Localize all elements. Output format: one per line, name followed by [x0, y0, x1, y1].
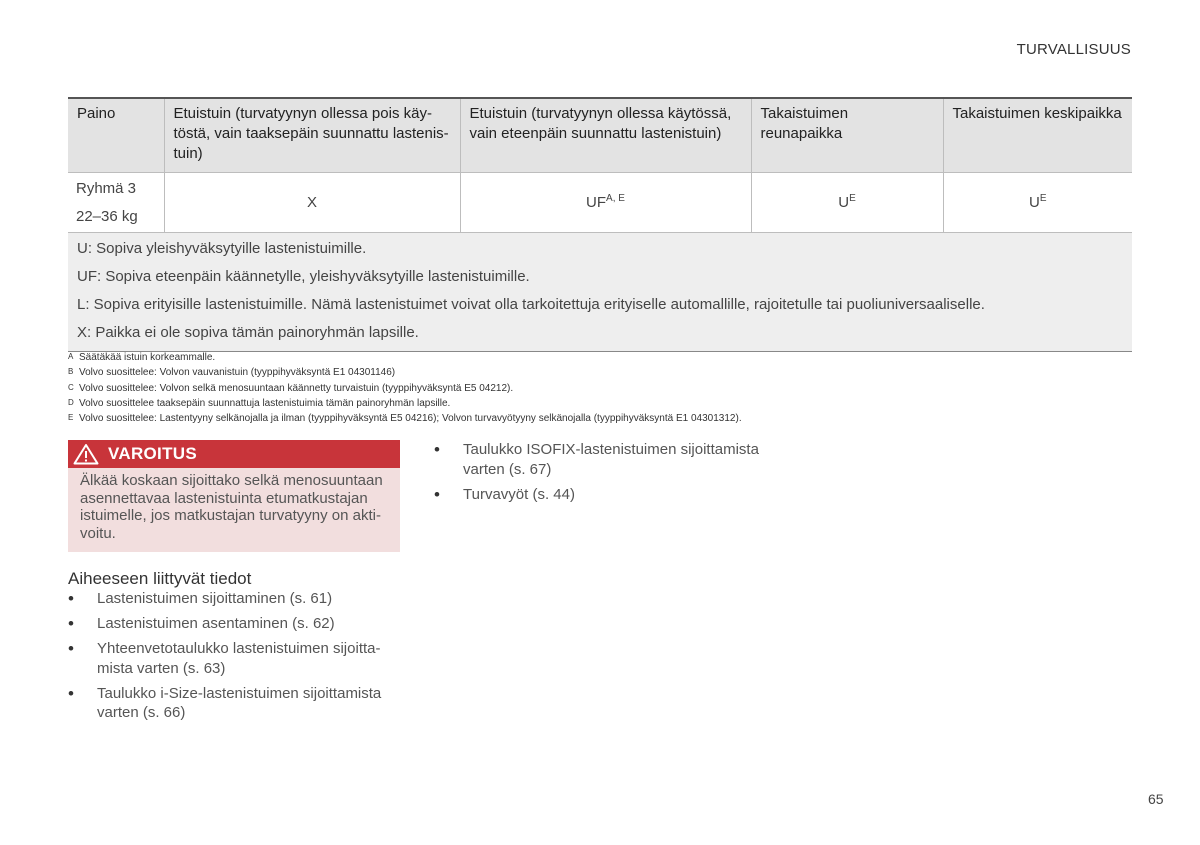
footnote-text: Volvo suosittelee: Lastentyyny selkänojalla ja ilman (tyyppihyväksyntä E5 04216); Volvon turvavyötyyny selkänojalla (tyyppihyväksyntä E1 04301312). — [79, 413, 742, 425]
weight-group-cell — [68, 173, 164, 233]
legend-u: U: Sopiva yleishyväksytyille lastenistuimille. — [77, 240, 367, 257]
footnote-mark: D — [68, 397, 74, 407]
warning-line: asennettavaa lastenistuinta etumatkustajan — [80, 489, 368, 507]
header-rear-center-seat: Takaistuimen keskipaikka — [943, 98, 1132, 173]
warning-triangle-icon — [73, 443, 99, 465]
warning-line: voitu. — [80, 524, 116, 542]
footnote-text: Volvo suosittelee: Volvon vauvanistuin (tyyppihyväksyntä E1 04301146) — [79, 367, 396, 379]
section-title: TURVALLISUUS — [1016, 41, 1131, 58]
footnote-ref: E — [1039, 193, 1047, 204]
warning-title: VAROITUS — [108, 444, 197, 463]
header-front-off-line-2: töstä, vain taaksepäin suunnattu lastenis- — [173, 125, 449, 142]
related-link-isize-table[interactable] — [68, 684, 398, 723]
header-front-off-line-1: Etuistuin (turvatyynyn ollessa pois käy- — [173, 105, 432, 122]
child-seat-placement-table — [68, 97, 1132, 352]
header-front-on-line-2: vain eteenpäin suunnattu lastenistuin) — [469, 125, 722, 142]
legend-uf: UF: Sopiva eteenpäin käännetylle, yleishyväksytyille lastenistuimille. — [77, 268, 530, 285]
link-line: Taulukko ISOFIX-lastenistuimen sijoittamista — [463, 441, 759, 458]
value-front-airbag-off: X — [306, 194, 317, 211]
link-line: Yhteenvetotaulukko lastenistuimen sijoitta- — [97, 640, 381, 657]
footnote-b — [68, 365, 742, 380]
related-info-list-continued — [434, 440, 774, 510]
value-rear-center: U — [1028, 194, 1040, 211]
header-front-on-line-1: Etuistuin (turvatyynyn ollessa käytössä, — [469, 105, 732, 122]
legend-row — [68, 233, 1132, 352]
footnote-ref: A, E — [606, 193, 625, 204]
related-link-seatbelts[interactable]: • Turvavyöt (s. 44) — [434, 485, 774, 505]
header-front-off-line-3: tuin) — [173, 145, 203, 162]
related-info-title: Aiheeseen liittyvät tiedot — [68, 569, 252, 588]
footnote-e — [68, 411, 742, 426]
legend-x: X: Paikka ei ole sopiva tämän painoryhmän lapsille. — [77, 324, 419, 341]
cell-front-airbag-on — [460, 173, 751, 233]
page-number: 65 — [1148, 791, 1164, 807]
header-front-seat-airbag-on — [460, 98, 751, 173]
group-weight: 22–36 kg — [76, 207, 138, 225]
footnotes — [68, 350, 742, 426]
link-line: Taulukko i-Size-lastenistuimen sijoittamista — [97, 684, 382, 702]
related-link-summary-table[interactable] — [68, 639, 398, 678]
cell-rear-outer — [751, 173, 943, 233]
warning-box — [68, 440, 400, 552]
related-link-child-seat-installation[interactable]: • Lastenistuimen asentaminen (s. 62) — [68, 614, 398, 634]
related-link-isofix-table[interactable] — [434, 440, 774, 479]
link-line: varten (s. 66) — [97, 704, 186, 721]
header-weight: Paino — [68, 98, 164, 173]
legend-l: L: Sopiva erityisille lastenistuimille. Nämä lastenistuimet voivat olla tarkoitettuja erityiselle automallille, rajoitetulle tai puoliuniversaaliselle. — [77, 296, 985, 313]
warning-line: Älkää koskaan sijoittako selkä menosuuntaan — [80, 472, 383, 489]
footnote-mark: B — [68, 367, 74, 377]
header-rear-outer-seat: Takaistuimen reunapaikka — [751, 98, 943, 173]
footnote-mark: E — [68, 413, 74, 423]
footnote-c — [68, 381, 742, 396]
warning-line: istuimelle, jos matkustajan turvatyyny on akti- — [80, 507, 381, 524]
cell-front-airbag-off — [164, 173, 460, 233]
link-line: mista varten (s. 63) — [97, 659, 226, 677]
related-info-list — [68, 589, 398, 728]
footnote-ref: E — [849, 193, 856, 204]
header-front-seat-airbag-off — [164, 98, 460, 173]
table-header-row — [68, 98, 1132, 173]
footnote-text: Volvo suosittelee taaksepäin suunnattuja lastenistuimia tämän painoryhmän lapsille. — [79, 397, 451, 409]
value-rear-outer: U — [838, 194, 850, 211]
footnote-text: Volvo suosittelee: Volvon selkä menosuuntaan käännetty turvaistuin (tyyppihyväksyntä E5 04212). — [79, 382, 514, 394]
related-link-child-seat-placement[interactable]: • Lastenistuimen sijoittaminen (s. 61) — [68, 589, 398, 609]
table-row — [68, 173, 1132, 233]
footnote-mark: A — [68, 352, 74, 361]
link-line: varten (s. 67) — [463, 460, 552, 478]
footnote-a — [68, 350, 742, 365]
footnote-text: Säätäkää istuin korkeammalle. — [79, 352, 216, 363]
footnote-mark: C — [68, 382, 74, 392]
footnote-d — [68, 396, 742, 411]
warning-text — [68, 468, 400, 542]
warning-header — [68, 440, 400, 468]
legend-cell — [68, 233, 1132, 352]
value-front-airbag-on: UF — [586, 194, 607, 211]
cell-rear-center — [943, 173, 1132, 233]
group-name: Ryhmä 3 — [76, 179, 137, 197]
